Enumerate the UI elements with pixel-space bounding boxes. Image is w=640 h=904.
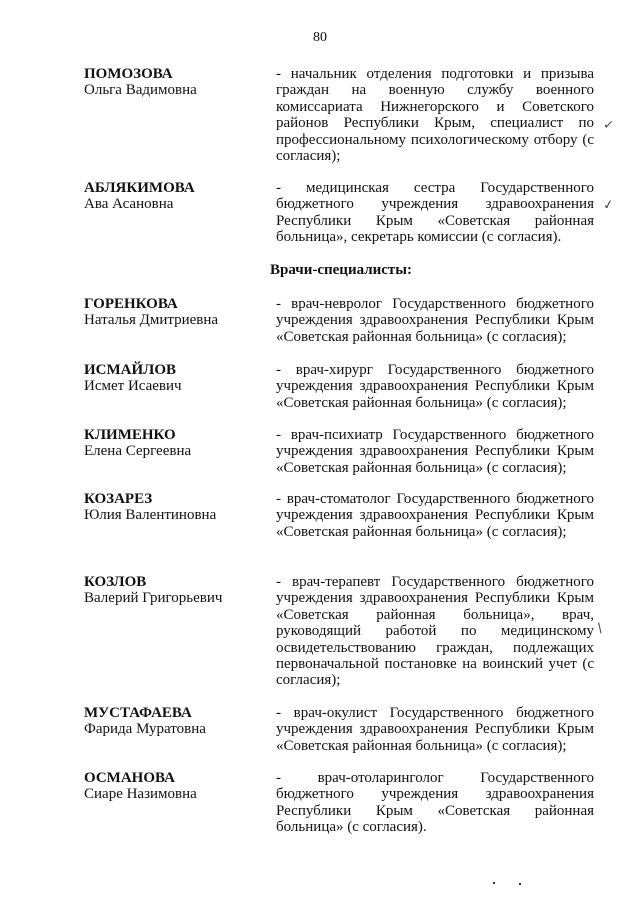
member-given-name: Елена Сергеевна [84,443,192,459]
member-name [84,770,276,836]
scan-artifact [493,882,495,884]
member-given-name: Валерий Григорьевич [84,590,223,606]
tick-icon: / [594,620,606,637]
member-description: - медицинская сестра Государственного бюджетного учреждения здравоохранения Республики Крым «Советская районная больница», секретарь комиссии (с согласия). [276,180,594,246]
checkmark-icon: ✓ [602,117,615,134]
member-surname: КЛИМЕНКО [84,427,176,443]
member-entry [84,427,594,476]
member-name [84,362,276,411]
member-given-name: Сиаре Назимовна [84,786,197,802]
member-given-name: Ольга Вадимовна [84,82,197,98]
member-surname: АБЛЯКИМОВА [84,180,195,196]
member-entry [84,66,594,164]
member-surname: КОЗАРЕЗ [84,491,153,507]
member-entry [84,180,594,246]
member-description: - врач-терапевт Государственного бюджетного учреждения здравоохранения Республики Крым «Советская районная больница», врач, руководящий работой по медицинскому освидетельствованию граждан, подлежащих первоначальной постановке на воинский учет (с согласия); [276,574,594,689]
member-description: - врач-отоларинголог Государственного бюджетного учреждения здравоохранения Республики Крым «Советская районная больница» (с согласия). [276,770,594,836]
member-description: - врач-стоматолог Государственного бюджетного учреждения здравоохранения Республики Крым «Советская районная больница» (с согласия); [276,491,594,540]
member-name [84,296,276,345]
member-given-name: Наталья Дмитриевна [84,312,219,328]
scan-artifact [519,883,521,885]
member-name [84,427,276,476]
member-entry [84,362,594,411]
member-entry [84,574,594,689]
member-given-name: Ава Асановна [84,196,174,212]
member-surname: ИСМАЙЛОВ [84,362,177,378]
member-description: - начальник отделения подготовки и призыва граждан на военную службу военного комиссариата Нижнегорского и Советского районов Республики Крым, специалист по профессиональному психологическому отбору (с согласия); [276,66,594,165]
member-name [84,705,276,754]
member-name [84,180,276,246]
member-surname: МУСТАФАЕВА [84,705,192,721]
member-given-name: Юлия Валентиновна [84,507,217,523]
checkmark-icon: ✓ [601,197,616,214]
member-description: - врач-хирург Государственного бюджетного учреждения здравоохранения Республики Крым «Советская районная больница» (с согласия); [276,362,594,411]
member-entry [84,296,594,345]
member-surname: КОЗЛОВ [84,574,147,590]
member-given-name: Фарида Муратовна [84,721,206,737]
member-surname: ПОМОЗОВА [84,66,173,82]
member-description: - врач-психиатр Государственного бюджетного учреждения здравоохранения Республики Крым «Советская районная больница» (с согласия); [276,427,594,476]
member-description: - врач-окулист Государственного бюджетного учреждения здравоохранения Республики Крым «Советская районная больница» (с согласия); [276,705,594,754]
member-entry [84,491,594,540]
member-name [84,574,276,689]
member-description: - врач-невролог Государственного бюджетного учреждения здравоохранения Республики Крым «Советская районная больница» (с согласия); [276,296,594,345]
page-number: 80 [313,30,327,45]
section-heading: Врачи-специалисты: [270,262,413,278]
member-surname: ОСМАНОВА [84,770,175,786]
member-name [84,491,276,540]
member-entry [84,705,594,754]
member-name [84,66,276,164]
member-entry [84,770,594,836]
member-given-name: Исмет Исаевич [84,378,182,394]
member-surname: ГОРЕНКОВА [84,296,178,312]
